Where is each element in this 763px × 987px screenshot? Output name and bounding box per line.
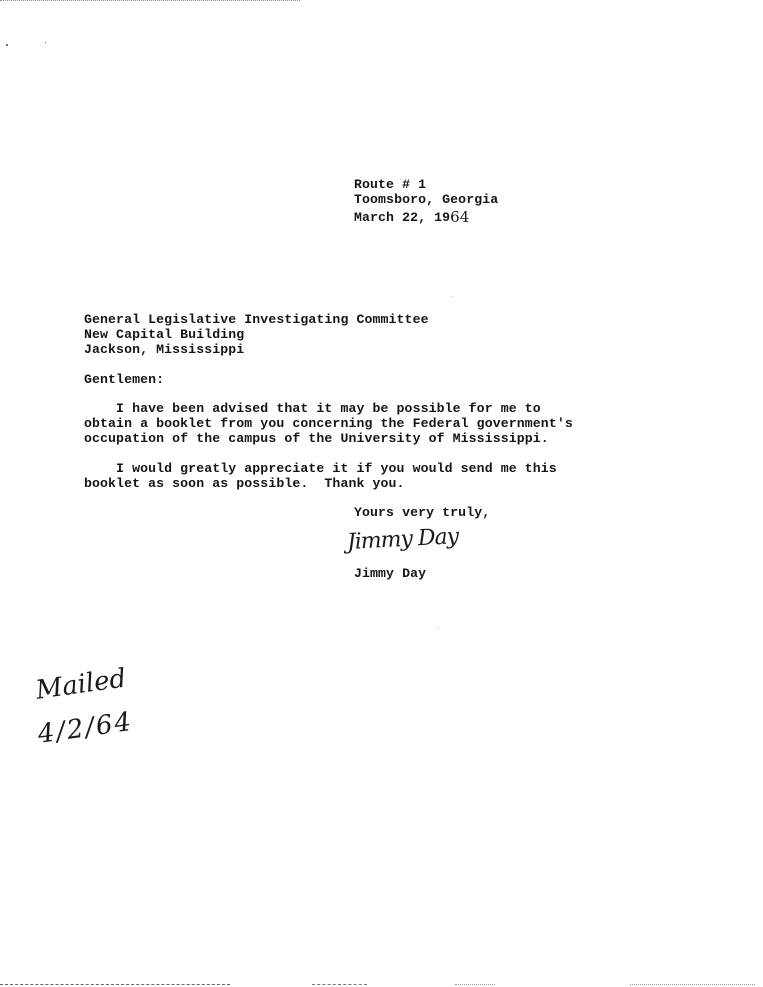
letter-date bbox=[354, 207, 498, 226]
scan-speck bbox=[45, 42, 46, 43]
handwritten-annotation-date: 4/2/64 bbox=[35, 706, 135, 750]
scan-speck bbox=[438, 627, 439, 628]
body-paragraph-2 bbox=[84, 461, 557, 491]
recipient-line-2: New Capital Building bbox=[84, 327, 245, 342]
bottom-scan-edge bbox=[312, 984, 367, 985]
bottom-scan-edge bbox=[0, 984, 230, 985]
typed-signature-name: Jimmy Day bbox=[354, 566, 427, 581]
return-address-line-2: Toomsboro, Georgia bbox=[354, 192, 499, 207]
body-p1-line-3: occupation of the campus of the University of Mississippi. bbox=[84, 431, 549, 446]
handwritten-annotation-mailed: Mailed bbox=[33, 663, 129, 706]
closing: Yours very truly, bbox=[354, 505, 491, 520]
letter-date-typed: March 22, 19 bbox=[354, 210, 451, 225]
return-address bbox=[354, 177, 499, 226]
scan-speck bbox=[6, 44, 8, 46]
body-paragraph-1 bbox=[84, 401, 573, 446]
bottom-scan-edge bbox=[630, 984, 755, 985]
body-p2-line-1: I would greatly appreciate it if you would send me this bbox=[84, 461, 557, 476]
top-scan-edge bbox=[0, 0, 300, 1]
body-p1-line-1: I have been advised that it may be possible for me to bbox=[84, 401, 541, 416]
handwritten-signature: Jimmy Day bbox=[346, 524, 459, 555]
letter-date-handwritten-year: 64 bbox=[450, 208, 470, 226]
body-p2-line-2: booklet as soon as possible. Thank you. bbox=[84, 476, 405, 491]
bottom-scan-edge bbox=[455, 984, 495, 985]
recipient-address bbox=[84, 312, 429, 357]
recipient-line-3: Jackson, Mississippi bbox=[84, 342, 245, 357]
scan-speck bbox=[451, 296, 452, 297]
recipient-line-1: General Legislative Investigating Committee bbox=[84, 312, 429, 327]
return-address-line-1: Route # 1 bbox=[354, 177, 427, 192]
salutation: Gentlemen: bbox=[84, 372, 165, 387]
body-p1-line-2: obtain a booklet from you concerning the Federal government's bbox=[84, 416, 573, 431]
